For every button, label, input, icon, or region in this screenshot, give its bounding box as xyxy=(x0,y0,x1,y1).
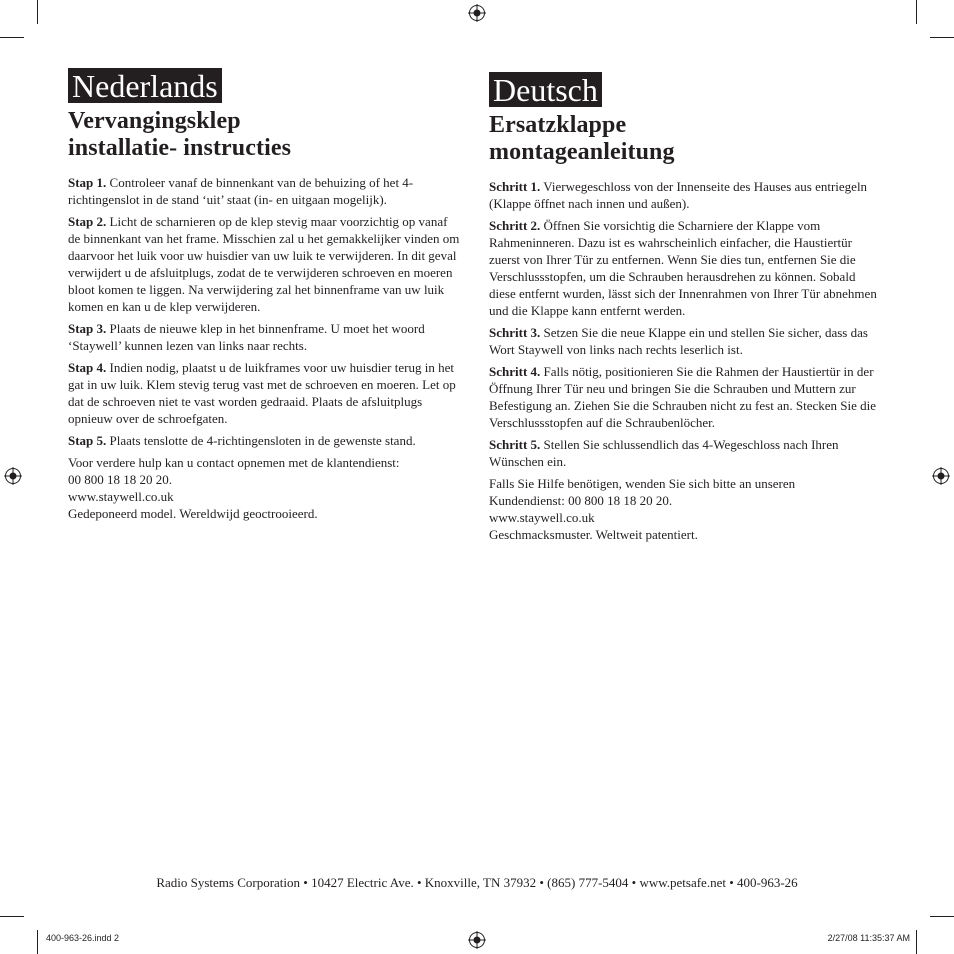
help-text: Voor verdere hulp kan u contact opnemen met de klantendienst: xyxy=(68,455,400,470)
language-label: Deutsch xyxy=(489,72,602,107)
step-label: Stap 2. xyxy=(68,214,107,229)
help-text: Falls Sie Hilfe benötigen, wenden Sie sich bitte an unseren xyxy=(489,476,796,491)
step-paragraph xyxy=(489,217,881,319)
crop-mark-icon xyxy=(930,37,954,38)
file-slug: 400-963-26.indd 2 xyxy=(46,933,120,943)
step-text: Licht de scharnieren op de klep stevig maar voorzichtig op vanaf de binnenkant van het frame. Misschien zal u het gemakkelijker vinden om daarvoor het luik voor uw huisdier van uw luik te verwijderen. In dit geval verwijdert u de afsluitplugs, zodat de te verwijderen schroeven en moeren bloot komen te liggen. Na verwijdering zal het binnenframe van uw luik komen en kan u de klep verwijderen. xyxy=(68,214,460,314)
step-label: Schritt 2. xyxy=(489,218,541,233)
step-paragraph xyxy=(68,213,460,315)
step-text: Vierwegeschloss von der Innenseite des Hauses aus entriegeln (Klappe öffnet nach innen und außen). xyxy=(489,179,868,211)
step-paragraph xyxy=(489,178,881,212)
crop-mark-icon xyxy=(37,0,38,24)
step-label: Schritt 5. xyxy=(489,437,541,452)
phone-number: 00 800 18 18 20 20. xyxy=(68,472,172,487)
step-text: Setzen Sie die neue Klappe ein und stellen Sie sicher, dass das Wort Staywell von links nach rechts leserlich ist. xyxy=(489,325,868,357)
heading-line: Ersatzklappe xyxy=(489,112,627,138)
crop-mark-icon xyxy=(37,930,38,954)
crop-mark-icon xyxy=(0,916,24,917)
dutch-section xyxy=(68,68,460,522)
registration-mark-icon xyxy=(468,4,486,22)
section-heading xyxy=(68,108,460,162)
step-paragraph xyxy=(68,320,460,354)
step-label: Stap 1. xyxy=(68,175,107,190)
patent-notice: Geschmacksmuster. Weltweit patentiert. xyxy=(489,527,698,542)
step-paragraph xyxy=(68,359,460,427)
step-label: Stap 3. xyxy=(68,321,107,336)
step-text: Controleer vanaf de binnenkant van de behuizing of het 4-richtingenslot in de stand ‘uit’ staat (in- en uitgaan mogelijk). xyxy=(68,175,414,207)
crop-mark-icon xyxy=(916,0,917,24)
website-link: www.staywell.co.uk xyxy=(68,489,174,504)
step-label: Stap 4. xyxy=(68,360,107,375)
step-paragraph xyxy=(489,436,881,470)
step-text: Stellen Sie schlussendlich das 4-Wegeschloss nach Ihren Wünschen ein. xyxy=(489,437,839,469)
registration-mark-icon xyxy=(4,467,22,485)
step-label: Schritt 1. xyxy=(489,179,541,194)
step-label: Stap 5. xyxy=(68,433,107,448)
registration-mark-icon xyxy=(932,467,950,485)
step-text: Indien nodig, plaatst u de luikframes voor uw huisdier terug in het gat in uw luik. Klem stevig terug vast met de schroeven en moeren. Let op dat de schroeven niet te vast worden gedraaid. Plaats de afsluitplugs opnieuw over de schroefgaten. xyxy=(68,360,456,426)
step-text: Plaats de nieuwe klep in het binnenframe. U moet het woord ‘Staywell’ kunnen lezen van links naar rechts. xyxy=(68,321,425,353)
step-label: Schritt 3. xyxy=(489,325,541,340)
step-paragraph xyxy=(489,324,881,358)
heading-line: installatie- instructies xyxy=(68,135,292,161)
crop-mark-icon xyxy=(930,916,954,917)
crop-mark-icon xyxy=(916,930,917,954)
step-text: Öffnen Sie vorsichtig die Scharniere der Klappe vom Rahmeninneren. Dazu ist es wahrscheinlich einfacher, die Haustiertür zuerst von Ihrer Tür zu entfernen. Wenn Sie dies tun, entfernen Sie die Verschlussstopfen, um die Schrauben herausdrehen zu können. Sobald diese entfernt wurden, lässt sich der Innenrahmen von Ihrer Tür abnehmen und die Klappe kann entfernt werden. xyxy=(489,218,877,318)
patent-notice: Gedeponeerd model. Wereldwijd geoctrooieerd. xyxy=(68,506,318,521)
step-text: Plaats tenslotte de 4-richtingensloten in de gewenste stand. xyxy=(109,433,416,448)
website-link: www.staywell.co.uk xyxy=(489,510,595,525)
crop-mark-icon xyxy=(0,37,24,38)
language-label: Nederlands xyxy=(68,68,222,103)
phone-number: Kundendienst: 00 800 18 18 20 20. xyxy=(489,493,673,508)
step-paragraph xyxy=(68,432,460,449)
step-paragraph xyxy=(68,174,460,208)
timestamp-slug: 2/27/08 11:35:37 AM xyxy=(827,933,910,943)
heading-line: montageanleitung xyxy=(489,139,675,165)
step-text: Falls nötig, positionieren Sie die Rahmen der Haustiertür in der Öffnung Ihrer Tür neu und bringen Sie die Schrauben und Muttern zur Befestigung an. Ziehen Sie die Schrauben nicht zu fest an. Stecken Sie die Verschlussstopfen auf die Schraubenlöcher. xyxy=(489,364,876,430)
section-heading xyxy=(489,112,881,166)
step-paragraph xyxy=(489,363,881,431)
german-section xyxy=(489,68,881,543)
registration-mark-icon xyxy=(468,931,486,949)
company-footer: Radio Systems Corporation • 10427 Electric Ave. • Knoxville, TN 37932 • (865) 777-5404 • www.petsafe.net • 400-963-26 xyxy=(156,875,798,890)
step-label: Schritt 4. xyxy=(489,364,541,379)
heading-line: Vervangingsklep xyxy=(68,108,241,134)
